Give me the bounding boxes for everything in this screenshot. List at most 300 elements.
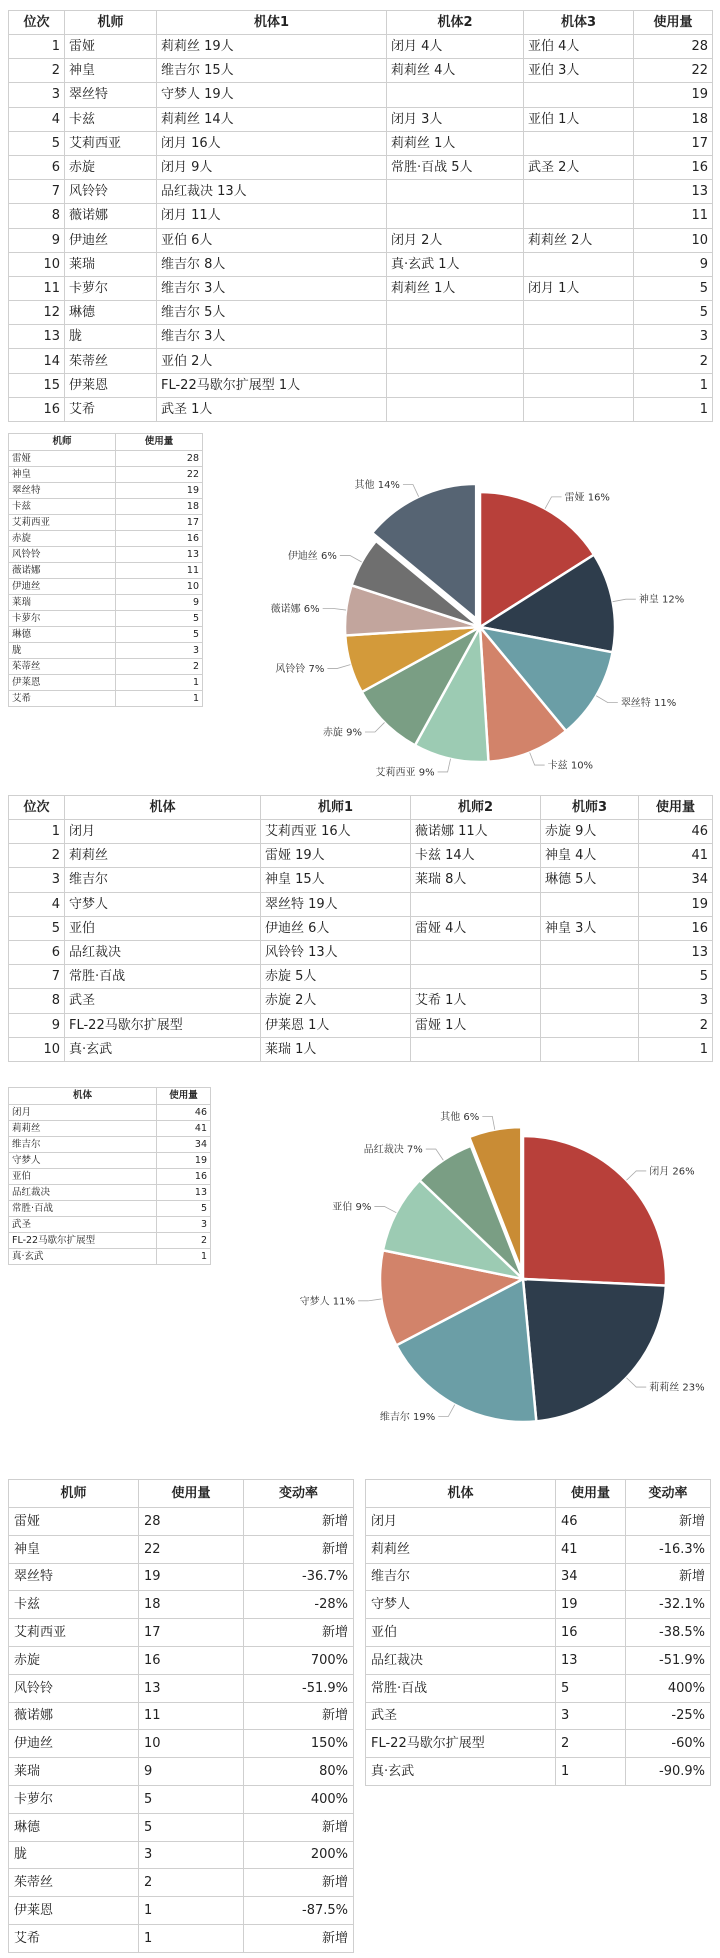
leader-line (340, 555, 362, 562)
leader-line (323, 608, 346, 610)
table-cell: 2 (139, 1869, 244, 1897)
table-cell: 维吉尔 3人 (157, 276, 387, 300)
table-cell: 2 (639, 1013, 713, 1037)
table-cell: 胧 (9, 1841, 139, 1869)
mecha-ranking-row (9, 1013, 713, 1037)
table-cell: 新增 (244, 1702, 354, 1730)
table-cell: 80% (244, 1758, 354, 1786)
table-cell: -90.9% (626, 1758, 711, 1786)
table-cell: 神皇 (65, 59, 157, 83)
table-cell: 16 (556, 1619, 626, 1647)
table-cell: 14 (9, 349, 65, 373)
column-header: 机师 (65, 11, 157, 35)
table-cell: 莉莉丝 2人 (524, 228, 634, 252)
table-cell: 新增 (244, 1508, 354, 1536)
table-cell (524, 373, 634, 397)
mecha-ranking-row (9, 1037, 713, 1061)
table-cell: 3 (9, 83, 65, 107)
mecha-change-header (366, 1480, 711, 1508)
table-cell: 艾莉西亚 (9, 515, 116, 531)
pilot-change-row (9, 1869, 354, 1897)
table-cell: 5 (9, 131, 65, 155)
pilot-ranking-row (9, 107, 713, 131)
leader-line (438, 759, 451, 772)
column-header: 机师 (9, 434, 116, 451)
table-cell (387, 373, 524, 397)
table-cell: 莉莉丝 (65, 844, 261, 868)
pilot-change-header (9, 1480, 354, 1508)
table-cell (524, 397, 634, 421)
mecha-ranking-row (9, 844, 713, 868)
table-cell: 4 (9, 892, 65, 916)
table-cell: 1 (116, 675, 203, 691)
table-cell: 200% (244, 1841, 354, 1869)
pilot-usage-row (9, 691, 203, 707)
table-cell: 16 (139, 1646, 244, 1674)
mecha-change-row (366, 1702, 711, 1730)
table-cell: 闭月 2人 (387, 228, 524, 252)
column-header: 机师2 (411, 796, 541, 820)
table-cell: -32.1% (626, 1591, 711, 1619)
table-cell: 新增 (244, 1535, 354, 1563)
pilot-change-body (9, 1508, 354, 1953)
table-cell: 雷娅 (65, 35, 157, 59)
leader-line (438, 1405, 454, 1417)
table-cell: 22 (634, 59, 713, 83)
table-cell (541, 892, 639, 916)
column-header: 机师3 (541, 796, 639, 820)
pilot-ranking-row (9, 373, 713, 397)
header-row (366, 1480, 711, 1508)
pilot-change-row (9, 1619, 354, 1647)
column-header: 位次 (9, 796, 65, 820)
column-header: 机体2 (387, 11, 524, 35)
table-cell: 闭月 11人 (157, 204, 387, 228)
mecha-change-body (366, 1508, 711, 1786)
mecha-ranking-row (9, 868, 713, 892)
table-cell: 9 (9, 228, 65, 252)
table-cell: 5 (639, 965, 713, 989)
table-cell: 1 (9, 35, 65, 59)
table-cell (524, 301, 634, 325)
slice-label: 亚伯 9% (332, 1201, 372, 1213)
table-cell: 雷娅 19人 (261, 844, 411, 868)
table-cell: 莱瑞 1人 (261, 1037, 411, 1061)
table-cell (411, 892, 541, 916)
table-cell: 翠丝特 (65, 83, 157, 107)
table-cell: 胧 (65, 325, 157, 349)
table-cell: 新增 (244, 1619, 354, 1647)
table-cell: 艾希 (9, 1924, 139, 1952)
mecha-change-row (366, 1563, 711, 1591)
table-cell: 3 (634, 325, 713, 349)
table-cell: 伊莱恩 (65, 373, 157, 397)
table-cell: 琳德 (9, 1813, 139, 1841)
pilot-change-row (9, 1646, 354, 1674)
table-cell: 5 (157, 1201, 211, 1217)
table-cell: 28 (116, 451, 203, 467)
pilot-change-row (9, 1924, 354, 1952)
table-cell: 新增 (244, 1924, 354, 1952)
slice-label: 雷娅 16% (564, 492, 610, 504)
table-cell: FL-22马歇尔扩展型 (65, 1013, 261, 1037)
table-cell: -28% (244, 1591, 354, 1619)
table-cell (541, 940, 639, 964)
table-cell: 赤旋 (9, 1646, 139, 1674)
table-cell: 卡兹 (9, 1591, 139, 1619)
pilot-ranking-row (9, 83, 713, 107)
table-cell: 13 (157, 1185, 211, 1201)
mecha-usage-row (9, 1169, 211, 1185)
table-cell: 艾希 1人 (411, 989, 541, 1013)
pilot-usage-body (9, 451, 203, 707)
table-cell: 19 (157, 1153, 211, 1169)
table-cell (541, 965, 639, 989)
table-cell: 13 (139, 1674, 244, 1702)
table-cell: 400% (244, 1785, 354, 1813)
pilot-usage-row (9, 579, 203, 595)
table-cell: 常胜·百战 (65, 965, 261, 989)
table-cell: 艾希 (9, 691, 116, 707)
table-cell: 400% (626, 1674, 711, 1702)
table-cell: 莉莉丝 (366, 1535, 556, 1563)
table-cell: 赤旋 (9, 531, 116, 547)
table-cell: 150% (244, 1730, 354, 1758)
table-cell: 新增 (244, 1869, 354, 1897)
pilot-ranking-row (9, 59, 713, 83)
column-header: 机体1 (157, 11, 387, 35)
table-cell: 琳德 (9, 627, 116, 643)
pilot-ranking-header (9, 11, 713, 35)
column-header: 使用量 (116, 434, 203, 451)
table-cell: 46 (639, 820, 713, 844)
table-cell: 34 (556, 1563, 626, 1591)
pilot-usage-row (9, 499, 203, 515)
table-cell (387, 204, 524, 228)
table-cell: 28 (634, 35, 713, 59)
pilot-usage-row (9, 547, 203, 563)
table-cell: 琳德 5人 (541, 868, 639, 892)
table-cell: -38.5% (626, 1619, 711, 1647)
mecha-usage-row (9, 1185, 211, 1201)
pilot-change-row (9, 1897, 354, 1925)
pilot-usage-row (9, 611, 203, 627)
table-cell: 琳德 (65, 301, 157, 325)
table-cell: 伊迪丝 (9, 1730, 139, 1758)
table-cell: 守梦人 (9, 1153, 157, 1169)
column-header: 使用量 (157, 1088, 211, 1105)
table-cell: 3 (639, 989, 713, 1013)
pilot-usage-row (9, 675, 203, 691)
pilot-change-row (9, 1813, 354, 1841)
pilot-usage-row (9, 467, 203, 483)
table-cell: 茱蒂丝 (9, 659, 116, 675)
table-cell: 11 (9, 276, 65, 300)
mecha-usage-header (9, 1088, 211, 1105)
table-cell: 18 (116, 499, 203, 515)
table-cell: 维吉尔 (9, 1137, 157, 1153)
column-header: 机体3 (524, 11, 634, 35)
table-cell: 卡萝尔 (65, 276, 157, 300)
table-cell: 5 (634, 301, 713, 325)
table-cell: 2 (116, 659, 203, 675)
table-cell: 常胜·百战 (9, 1201, 157, 1217)
table-cell: 翠丝特 19人 (261, 892, 411, 916)
table-cell: 莉莉丝 (9, 1121, 157, 1137)
table-cell: 闭月 (366, 1508, 556, 1536)
slice-label: 其他 14% (354, 479, 400, 491)
table-cell: 1 (139, 1897, 244, 1925)
table-cell: 28 (139, 1508, 244, 1536)
table-cell: 9 (139, 1758, 244, 1786)
table-cell: 2 (157, 1233, 211, 1249)
table-cell: 维吉尔 8人 (157, 252, 387, 276)
slice-label: 赤旋 9% (322, 727, 362, 739)
leader-line (545, 497, 562, 509)
table-cell: 武圣 (366, 1702, 556, 1730)
table-cell: 22 (139, 1535, 244, 1563)
table-cell: 18 (634, 107, 713, 131)
table-cell: 莉莉丝 1人 (387, 276, 524, 300)
table-cell: 神皇 (9, 467, 116, 483)
table-cell: 22 (116, 467, 203, 483)
table-cell: 11 (116, 563, 203, 579)
table-cell (387, 301, 524, 325)
table-cell: 莉莉丝 1人 (387, 131, 524, 155)
slice-label: 其他 6% (440, 1111, 480, 1123)
table-cell: 19 (639, 892, 713, 916)
table-cell: 莉莉丝 19人 (157, 35, 387, 59)
table-cell: 34 (639, 868, 713, 892)
pilot-ranking-row (9, 228, 713, 252)
table-cell: 新增 (626, 1563, 711, 1591)
table-cell: 亚伯 (9, 1169, 157, 1185)
pilot-usage-row (9, 643, 203, 659)
table-cell: 品红裁决 (9, 1185, 157, 1201)
table-cell: 闭月 4人 (387, 35, 524, 59)
table-cell: 亚伯 3人 (524, 59, 634, 83)
table-cell: -25% (626, 1702, 711, 1730)
pilot-usage-row (9, 595, 203, 611)
table-cell: 10 (139, 1730, 244, 1758)
table-cell: 胧 (9, 643, 116, 659)
table-cell: 10 (116, 579, 203, 595)
table-cell: 莱瑞 (9, 595, 116, 611)
table-cell: 19 (116, 483, 203, 499)
pilot-change-row (9, 1535, 354, 1563)
table-cell: 雷娅 4人 (411, 916, 541, 940)
table-cell: 1 (634, 397, 713, 421)
table-cell: 卡兹 14人 (411, 844, 541, 868)
table-cell: 13 (634, 180, 713, 204)
table-cell: 19 (139, 1563, 244, 1591)
table-cell: 雷娅 1人 (411, 1013, 541, 1037)
column-header: 机体 (9, 1088, 157, 1105)
pilot-change-row (9, 1563, 354, 1591)
table-cell: 茱蒂丝 (9, 1869, 139, 1897)
table-cell: 风铃铃 (65, 180, 157, 204)
pilot-usage-row (9, 483, 203, 499)
table-cell: 薇诺娜 11人 (411, 820, 541, 844)
mecha-usage-row (9, 1105, 211, 1121)
table-cell: 常胜·百战 (366, 1674, 556, 1702)
table-cell: 神皇 3人 (541, 916, 639, 940)
table-cell: 莉莉丝 14人 (157, 107, 387, 131)
slice-label: 维吉尔 19% (379, 1412, 436, 1424)
header-row (9, 11, 713, 35)
leader-line (482, 1116, 495, 1129)
table-cell: 伊迪丝 (9, 579, 116, 595)
table-cell: 伊莱恩 1人 (261, 1013, 411, 1037)
table-cell: 伊莱恩 (9, 675, 116, 691)
table-cell: 雷娅 (9, 1508, 139, 1536)
table-cell: 赤旋 5人 (261, 965, 411, 989)
mecha-usage-row (9, 1137, 211, 1153)
table-cell (524, 131, 634, 155)
table-cell: 9 (116, 595, 203, 611)
table-cell: 16 (157, 1169, 211, 1185)
table-cell: 真·玄武 (366, 1758, 556, 1786)
slice-label: 守梦人 11% (299, 1296, 356, 1308)
table-cell: 艾希 (65, 397, 157, 421)
table-cell: 艾莉西亚 (9, 1619, 139, 1647)
slice-label: 风铃铃 7% (275, 663, 325, 675)
leader-line (327, 665, 350, 669)
table-cell: -36.7% (244, 1563, 354, 1591)
table-cell: 真·玄武 (9, 1249, 157, 1265)
table-cell: 5 (634, 276, 713, 300)
slice-label: 薇诺娜 6% (270, 603, 320, 615)
table-cell: -16.3% (626, 1535, 711, 1563)
table-cell: 7 (9, 180, 65, 204)
table-cell: 12 (9, 301, 65, 325)
table-cell: 2 (9, 844, 65, 868)
pilot-usage-row (9, 515, 203, 531)
table-cell: 武圣 1人 (157, 397, 387, 421)
table-cell: 神皇 4人 (541, 844, 639, 868)
table-cell: 8 (9, 204, 65, 228)
mecha-usage-row (9, 1153, 211, 1169)
table-cell: 闭月 (65, 820, 261, 844)
pilot-usage-row (9, 563, 203, 579)
header-row (9, 434, 203, 451)
table-cell (524, 252, 634, 276)
table-cell: -51.9% (244, 1674, 354, 1702)
table-cell: 3 (116, 643, 203, 659)
pilot-ranking-row (9, 349, 713, 373)
table-cell (541, 989, 639, 1013)
table-cell: 茱蒂丝 (65, 349, 157, 373)
pilot-ranking-row (9, 397, 713, 421)
mecha-usage-row (9, 1217, 211, 1233)
pilot-usage-header (9, 434, 203, 451)
table-cell: 品红裁决 (366, 1646, 556, 1674)
mecha-change-row (366, 1646, 711, 1674)
leader-line (626, 1378, 646, 1387)
table-cell: 赤旋 2人 (261, 989, 411, 1013)
slice-label: 伊迪丝 6% (287, 550, 337, 562)
table-cell: 品红裁决 13人 (157, 180, 387, 204)
pilot-change-row (9, 1841, 354, 1869)
table-cell: 守梦人 19人 (157, 83, 387, 107)
table-cell (387, 180, 524, 204)
mecha-change-row (366, 1535, 711, 1563)
table-cell: 薇诺娜 (65, 204, 157, 228)
table-cell: 伊迪丝 6人 (261, 916, 411, 940)
table-cell: 1 (639, 1037, 713, 1061)
table-cell: 46 (157, 1105, 211, 1121)
table-cell: 16 (634, 155, 713, 179)
table-cell: FL-22马歇尔扩展型 (9, 1233, 157, 1249)
table-cell: 34 (157, 1137, 211, 1153)
table-cell: 16 (639, 916, 713, 940)
header-row (9, 796, 713, 820)
column-header: 使用量 (634, 11, 713, 35)
table-cell: 18 (139, 1591, 244, 1619)
mecha-ranking-row (9, 965, 713, 989)
leader-line (365, 722, 385, 732)
table-cell: 19 (556, 1591, 626, 1619)
table-cell (387, 349, 524, 373)
table-cell: 闭月 16人 (157, 131, 387, 155)
table-cell: 闭月 3人 (387, 107, 524, 131)
table-cell: 维吉尔 15人 (157, 59, 387, 83)
pilot-ranking-table (8, 10, 713, 422)
table-cell: 1 (139, 1924, 244, 1952)
table-cell (524, 180, 634, 204)
table-cell: 2 (556, 1730, 626, 1758)
pilot-change-row (9, 1508, 354, 1536)
table-cell: 风铃铃 (9, 547, 116, 563)
table-cell: 雷娅 (9, 451, 116, 467)
pilot-change-row (9, 1702, 354, 1730)
table-cell: 17 (139, 1619, 244, 1647)
mecha-change-row (366, 1758, 711, 1786)
header-row (9, 1480, 354, 1508)
table-cell: 莱瑞 (65, 252, 157, 276)
table-cell: 7 (9, 965, 65, 989)
pilot-ranking-row (9, 155, 713, 179)
pilot-usage-row (9, 627, 203, 643)
table-cell: FL-22马歇尔扩展型 (366, 1730, 556, 1758)
column-header: 使用量 (556, 1480, 626, 1508)
pie-slice (523, 1279, 666, 1421)
column-header: 变动率 (626, 1480, 711, 1508)
pilot-ranking-row (9, 131, 713, 155)
table-cell: 1 (556, 1758, 626, 1786)
table-cell: 品红裁决 (65, 940, 261, 964)
table-cell (387, 83, 524, 107)
table-cell (387, 397, 524, 421)
pilot-usage-row (9, 451, 203, 467)
leader-line (596, 696, 618, 703)
table-cell: 5 (116, 627, 203, 643)
table-cell (524, 83, 634, 107)
leader-line (374, 1206, 396, 1212)
mecha-ranking-header (9, 796, 713, 820)
pilot-ranking-row (9, 301, 713, 325)
mecha-ranking-row (9, 820, 713, 844)
table-cell: 伊迪丝 (65, 228, 157, 252)
pilot-ranking-row (9, 204, 713, 228)
pilot-usage-row (9, 531, 203, 547)
table-cell: 卡萝尔 (9, 1785, 139, 1813)
table-cell: 新增 (244, 1813, 354, 1841)
table-cell: 10 (9, 252, 65, 276)
table-cell: 4 (9, 107, 65, 131)
table-cell: 41 (639, 844, 713, 868)
pilot-ranking-row (9, 325, 713, 349)
